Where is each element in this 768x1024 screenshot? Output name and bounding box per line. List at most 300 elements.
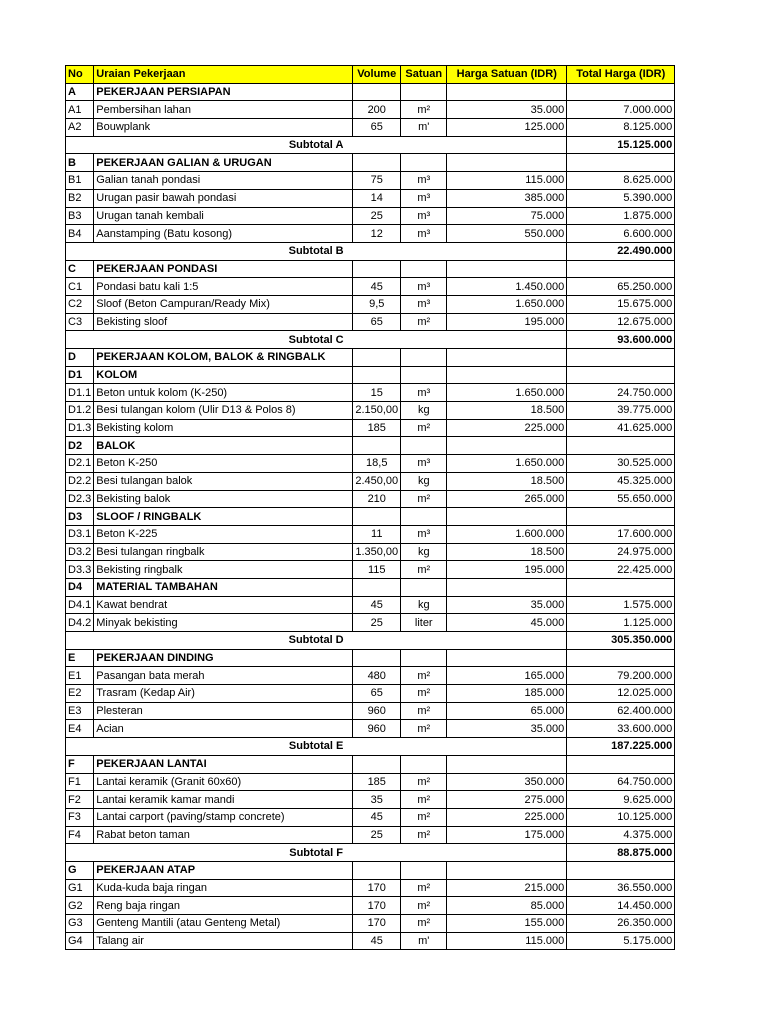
item-total-price: 9.625.000 [567,791,675,809]
table-row [66,667,675,685]
section-title: PEKERJAAN PONDASI [94,260,353,278]
item-total-price: 64.750.000 [567,773,675,791]
table-row [66,791,675,809]
item-volume: 1.350,00 [353,543,401,561]
item-code: D1.2 [66,402,94,420]
empty-cell [447,861,567,879]
section-row [66,83,675,101]
empty-cell [353,154,401,172]
item-volume: 65 [353,685,401,703]
item-unit: m² [401,915,447,933]
table-row [66,932,675,950]
section-row [66,508,675,526]
item-code: D1.1 [66,384,94,402]
item-description: Lantai carport (paving/stamp concrete) [94,808,353,826]
item-volume: 18,5 [353,455,401,473]
section-title: PEKERJAAN PERSIAPAN [94,83,353,101]
section-code: D3 [66,508,94,526]
empty-cell [447,649,567,667]
item-total-price: 45.325.000 [567,472,675,490]
item-volume: 45 [353,808,401,826]
item-unit: m² [401,685,447,703]
section-row [66,366,675,384]
header-no: No [66,66,94,84]
table-row [66,826,675,844]
item-volume: 25 [353,207,401,225]
subtotal-row [66,331,675,349]
table-row [66,384,675,402]
item-code: G1 [66,879,94,897]
item-code: G2 [66,897,94,915]
item-description: Beton K-225 [94,525,353,543]
item-unit: m³ [401,295,447,313]
item-description: Besi tulangan kolom (Ulir D13 & Polos 8) [94,402,353,420]
item-unit-price: 1.650.000 [447,384,567,402]
item-unit-price: 35.000 [447,596,567,614]
section-title: BALOK [94,437,353,455]
subtotal-label: Subtotal B [66,242,567,260]
section-row [66,649,675,667]
item-unit: liter [401,614,447,632]
table-row [66,702,675,720]
empty-cell [353,83,401,101]
item-unit: m² [401,419,447,437]
item-code: A2 [66,119,94,137]
item-unit-price: 18.500 [447,402,567,420]
empty-cell [447,755,567,773]
item-unit-price: 350.000 [447,773,567,791]
empty-cell [401,508,447,526]
item-volume: 2.450,00 [353,472,401,490]
section-code: B [66,154,94,172]
empty-cell [567,260,675,278]
section-code: C [66,260,94,278]
item-description: Pasangan bata merah [94,667,353,685]
item-code: D2.2 [66,472,94,490]
empty-cell [401,755,447,773]
item-volume: 960 [353,702,401,720]
section-title: PEKERJAAN GALIAN & URUGAN [94,154,353,172]
item-total-price: 8.125.000 [567,119,675,137]
section-row [66,861,675,879]
empty-cell [401,861,447,879]
item-total-price: 10.125.000 [567,808,675,826]
section-row [66,437,675,455]
subtotal-label: Subtotal A [66,136,567,154]
item-code: C2 [66,295,94,313]
item-unit-price: 35.000 [447,101,567,119]
item-code: D4.1 [66,596,94,614]
table-row [66,419,675,437]
empty-cell [567,83,675,101]
header-satuan: Satuan [401,66,447,84]
item-unit: m² [401,561,447,579]
item-volume: 45 [353,278,401,296]
item-description: Urugan pasir bawah pondasi [94,189,353,207]
item-unit-price: 195.000 [447,313,567,331]
item-code: B4 [66,225,94,243]
table-row [66,879,675,897]
section-row [66,349,675,367]
empty-cell [353,649,401,667]
item-code: B3 [66,207,94,225]
empty-cell [567,508,675,526]
empty-cell [353,366,401,384]
table-row [66,189,675,207]
item-code: G3 [66,915,94,933]
item-total-price: 6.600.000 [567,225,675,243]
item-unit-price: 275.000 [447,791,567,809]
section-title: PEKERJAAN KOLOM, BALOK & RINGBALK [94,349,353,367]
item-unit-price: 115.000 [447,932,567,950]
item-total-price: 5.175.000 [567,932,675,950]
section-row [66,154,675,172]
section-code: G [66,861,94,879]
item-code: D3.3 [66,561,94,579]
item-description: Lantai keramik kamar mandi [94,791,353,809]
item-code: C1 [66,278,94,296]
item-volume: 45 [353,596,401,614]
item-unit-price: 125.000 [447,119,567,137]
item-code: D4.2 [66,614,94,632]
item-unit-price: 155.000 [447,915,567,933]
table-row [66,596,675,614]
item-description: Trasram (Kedap Air) [94,685,353,703]
section-title: PEKERJAAN ATAP [94,861,353,879]
item-volume: 210 [353,490,401,508]
section-code: A [66,83,94,101]
empty-cell [353,755,401,773]
subtotal-value: 187.225.000 [567,738,675,756]
item-total-price: 15.675.000 [567,295,675,313]
item-unit: m² [401,101,447,119]
item-total-price: 55.650.000 [567,490,675,508]
item-volume: 25 [353,826,401,844]
table-row [66,543,675,561]
item-unit-price: 185.000 [447,685,567,703]
header-harga-satuan: Harga Satuan (IDR) [447,66,567,84]
item-unit-price: 35.000 [447,720,567,738]
item-total-price: 5.390.000 [567,189,675,207]
empty-cell [401,649,447,667]
item-total-price: 17.600.000 [567,525,675,543]
item-total-price: 26.350.000 [567,915,675,933]
item-volume: 14 [353,189,401,207]
item-unit: m² [401,720,447,738]
subtotal-label: Subtotal E [66,738,567,756]
item-volume: 170 [353,897,401,915]
header-total-harga: Total Harga (IDR) [567,66,675,84]
item-total-price: 1.125.000 [567,614,675,632]
item-unit-price: 1.650.000 [447,455,567,473]
item-code: D2.1 [66,455,94,473]
table-row [66,225,675,243]
item-unit-price: 175.000 [447,826,567,844]
section-code: D [66,349,94,367]
subtotal-label: Subtotal D [66,632,567,650]
header-volume: Volume [353,66,401,84]
item-code: E2 [66,685,94,703]
empty-cell [447,437,567,455]
item-unit: m' [401,932,447,950]
item-unit: m² [401,808,447,826]
table-row [66,472,675,490]
item-description: Urugan tanah kembali [94,207,353,225]
table-row [66,402,675,420]
item-description: Bekisting ringbalk [94,561,353,579]
table-row [66,119,675,137]
section-code: E [66,649,94,667]
empty-cell [401,154,447,172]
item-code: B2 [66,189,94,207]
item-unit: m³ [401,455,447,473]
table-row [66,720,675,738]
item-unit-price: 75.000 [447,207,567,225]
empty-cell [401,260,447,278]
item-unit-price: 225.000 [447,808,567,826]
subtotal-row [66,136,675,154]
item-volume: 185 [353,773,401,791]
item-unit: m³ [401,525,447,543]
item-unit: m³ [401,172,447,190]
subtotal-row [66,844,675,862]
item-volume: 11 [353,525,401,543]
empty-cell [567,437,675,455]
section-row [66,755,675,773]
item-volume: 200 [353,101,401,119]
item-unit-price: 195.000 [447,561,567,579]
empty-cell [353,861,401,879]
item-unit-price: 385.000 [447,189,567,207]
empty-cell [401,349,447,367]
table-row [66,773,675,791]
item-total-price: 12.675.000 [567,313,675,331]
item-unit-price: 1.650.000 [447,295,567,313]
section-title: MATERIAL TAMBAHAN [94,578,353,596]
item-volume: 15 [353,384,401,402]
header-uraian: Uraian Pekerjaan [94,66,353,84]
empty-cell [447,349,567,367]
item-unit: m³ [401,225,447,243]
table-row [66,808,675,826]
item-description: Kawat bendrat [94,596,353,614]
subtotal-row [66,632,675,650]
item-unit: m³ [401,207,447,225]
item-description: Sloof (Beton Campuran/Ready Mix) [94,295,353,313]
item-unit-price: 165.000 [447,667,567,685]
item-description: Besi tulangan ringbalk [94,543,353,561]
item-total-price: 12.025.000 [567,685,675,703]
item-unit-price: 225.000 [447,419,567,437]
item-total-price: 36.550.000 [567,879,675,897]
table-row [66,490,675,508]
section-code: D1 [66,366,94,384]
item-total-price: 24.975.000 [567,543,675,561]
section-title: PEKERJAAN LANTAI [94,755,353,773]
item-unit: kg [401,402,447,420]
item-unit: m² [401,667,447,685]
empty-cell [401,366,447,384]
item-description: Bekisting balok [94,490,353,508]
item-description: Genteng Mantili (atau Genteng Metal) [94,915,353,933]
item-code: D2.3 [66,490,94,508]
subtotal-label: Subtotal C [66,331,567,349]
item-code: F4 [66,826,94,844]
item-unit-price: 265.000 [447,490,567,508]
item-description: Acian [94,720,353,738]
empty-cell [567,578,675,596]
subtotal-value: 305.350.000 [567,632,675,650]
item-code: D1.3 [66,419,94,437]
item-total-price: 24.750.000 [567,384,675,402]
item-unit: m³ [401,278,447,296]
section-title: KOLOM [94,366,353,384]
item-code: D3.2 [66,543,94,561]
empty-cell [567,861,675,879]
item-unit-price: 18.500 [447,472,567,490]
table-row [66,455,675,473]
item-unit: m² [401,826,447,844]
empty-cell [567,349,675,367]
section-code: F [66,755,94,773]
item-unit: kg [401,596,447,614]
item-description: Galian tanah pondasi [94,172,353,190]
empty-cell [567,649,675,667]
table-row [66,313,675,331]
item-volume: 65 [353,119,401,137]
empty-cell [353,578,401,596]
item-total-price: 65.250.000 [567,278,675,296]
item-unit-price: 1.600.000 [447,525,567,543]
empty-cell [447,508,567,526]
subtotal-row [66,242,675,260]
item-total-price: 1.875.000 [567,207,675,225]
item-code: F3 [66,808,94,826]
item-total-price: 30.525.000 [567,455,675,473]
item-code: C3 [66,313,94,331]
empty-cell [567,366,675,384]
item-code: E4 [66,720,94,738]
section-code: D2 [66,437,94,455]
item-code: F1 [66,773,94,791]
empty-cell [353,260,401,278]
item-unit-price: 85.000 [447,897,567,915]
empty-cell [447,578,567,596]
item-total-price: 41.625.000 [567,419,675,437]
item-unit: m² [401,773,447,791]
item-total-price: 33.600.000 [567,720,675,738]
empty-cell [401,578,447,596]
item-unit-price: 18.500 [447,543,567,561]
item-volume: 45 [353,932,401,950]
empty-cell [353,508,401,526]
section-row [66,260,675,278]
item-description: Pembersihan lahan [94,101,353,119]
table-row [66,172,675,190]
item-description: Plesteran [94,702,353,720]
item-volume: 12 [353,225,401,243]
item-volume: 9,5 [353,295,401,313]
item-unit: m² [401,702,447,720]
table-row [66,207,675,225]
item-description: Beton untuk kolom (K-250) [94,384,353,402]
table-row [66,561,675,579]
item-volume: 115 [353,561,401,579]
item-total-price: 79.200.000 [567,667,675,685]
item-volume: 65 [353,313,401,331]
subtotal-value: 15.125.000 [567,136,675,154]
item-unit: m² [401,791,447,809]
subtotal-value: 88.875.000 [567,844,675,862]
item-volume: 170 [353,879,401,897]
empty-cell [447,83,567,101]
item-total-price: 22.425.000 [567,561,675,579]
item-volume: 480 [353,667,401,685]
header-row [66,66,675,84]
item-total-price: 62.400.000 [567,702,675,720]
item-description: Lantai keramik (Granit 60x60) [94,773,353,791]
item-unit: kg [401,543,447,561]
item-description: Besi tulangan balok [94,472,353,490]
item-description: Minyak bekisting [94,614,353,632]
subtotal-row [66,738,675,756]
item-unit: m² [401,490,447,508]
item-description: Pondasi batu kali 1:5 [94,278,353,296]
item-volume: 170 [353,915,401,933]
item-description: Bekisting sloof [94,313,353,331]
item-unit: m³ [401,189,447,207]
item-volume: 75 [353,172,401,190]
item-unit: m² [401,313,447,331]
item-unit: m' [401,119,447,137]
item-total-price: 14.450.000 [567,897,675,915]
table-row [66,101,675,119]
item-code: E3 [66,702,94,720]
empty-cell [353,437,401,455]
item-unit-price: 1.450.000 [447,278,567,296]
empty-cell [447,366,567,384]
item-code: A1 [66,101,94,119]
table-row [66,614,675,632]
empty-cell [401,83,447,101]
item-code: B1 [66,172,94,190]
section-title: PEKERJAAN DINDING [94,649,353,667]
section-row [66,578,675,596]
item-unit: m² [401,897,447,915]
subtotal-value: 93.600.000 [567,331,675,349]
empty-cell [567,755,675,773]
item-unit: m² [401,879,447,897]
item-code: E1 [66,667,94,685]
item-volume: 960 [353,720,401,738]
item-total-price: 4.375.000 [567,826,675,844]
empty-cell [567,154,675,172]
item-code: F2 [66,791,94,809]
item-description: Reng baja ringan [94,897,353,915]
section-title: SLOOF / RINGBALK [94,508,353,526]
table-row [66,897,675,915]
item-total-price: 8.625.000 [567,172,675,190]
cost-estimate-table [65,65,675,950]
item-description: Rabat beton taman [94,826,353,844]
table-row [66,525,675,543]
item-description: Aanstamping (Batu kosong) [94,225,353,243]
item-unit: kg [401,472,447,490]
subtotal-label: Subtotal F [66,844,567,862]
item-code: D3.1 [66,525,94,543]
item-description: Talang air [94,932,353,950]
table-row [66,915,675,933]
